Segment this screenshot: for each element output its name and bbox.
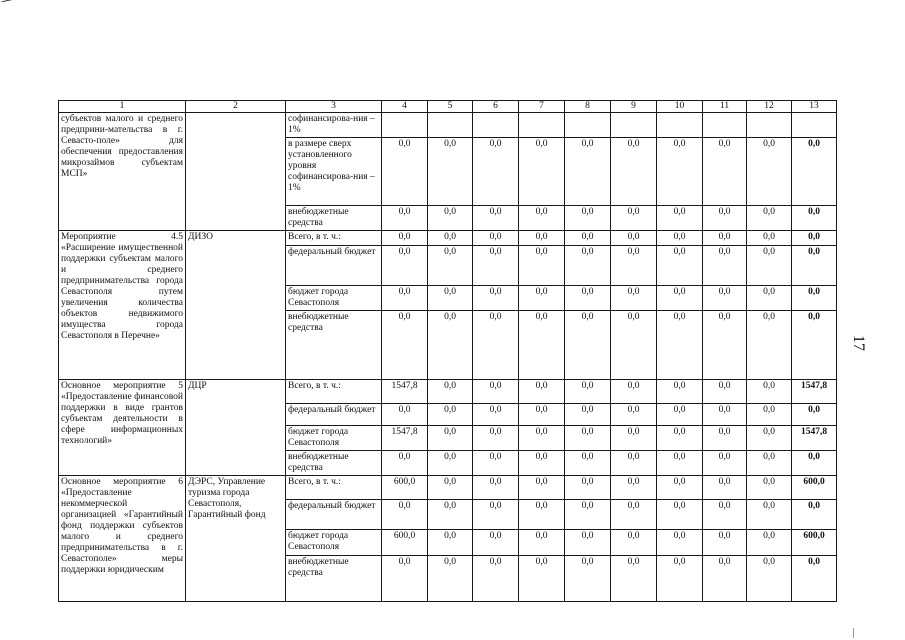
year-value-cell: 0,0 xyxy=(565,380,611,404)
year-value-cell: 0,0 xyxy=(382,231,428,246)
year-value-cell xyxy=(382,113,428,138)
year-value-cell: 0,0 xyxy=(657,404,703,426)
year-value-cell: 1547,8 xyxy=(382,380,428,404)
total-value-cell: 0,0 xyxy=(792,404,837,426)
year-value-cell: 0,0 xyxy=(611,206,657,231)
year-value-cell: 0,0 xyxy=(473,231,519,246)
year-value-cell: 0,0 xyxy=(519,286,565,311)
table-header xyxy=(59,101,837,113)
total-value-cell: 1547,8 xyxy=(792,426,837,451)
funding-source-cell: внебюджетные средства xyxy=(286,206,382,231)
year-value-cell: 0,0 xyxy=(565,476,611,500)
year-value-cell: 0,0 xyxy=(428,231,473,246)
year-value-cell: 0,0 xyxy=(657,451,703,476)
year-value-cell: 0,0 xyxy=(565,206,611,231)
executor-cell: ДЭРС, Управление туризма города Севастополя, Гарантийный фонд xyxy=(186,476,286,602)
year-value-cell: 0,0 xyxy=(565,556,611,602)
year-value-cell: 0,0 xyxy=(519,246,565,286)
funding-source-cell: внебюджетные средства xyxy=(286,556,382,602)
column-header-3: 3 xyxy=(286,101,382,113)
table-body xyxy=(59,113,837,602)
funding-source-cell: бюджет города Севастополя xyxy=(286,530,382,556)
column-header-2: 2 xyxy=(186,101,286,113)
year-value-cell: 0,0 xyxy=(703,286,747,311)
column-header-11: 11 xyxy=(703,101,747,113)
year-value-cell: 0,0 xyxy=(747,246,792,286)
activity-name-cell: Мероприятие 4.5 «Расширение имущественной поддержки субъектам малого и среднего предпринимательства города Севастополя путем увеличения количества объектов недвижимого имущества города Севастополя в Перечне» xyxy=(59,231,186,380)
year-value-cell: 0,0 xyxy=(382,246,428,286)
year-value-cell: 1547,8 xyxy=(382,426,428,451)
year-value-cell: 600,0 xyxy=(382,476,428,500)
scan-edge-mark xyxy=(853,628,854,638)
year-value-cell: 0,0 xyxy=(382,556,428,602)
year-value-cell: 0,0 xyxy=(657,476,703,500)
year-value-cell: 0,0 xyxy=(565,246,611,286)
scan-corner-mark xyxy=(1,0,14,8)
year-value-cell: 0,0 xyxy=(703,530,747,556)
year-value-cell: 0,0 xyxy=(382,451,428,476)
year-value-cell: 0,0 xyxy=(703,451,747,476)
table-row xyxy=(59,113,837,138)
total-value-cell: 0,0 xyxy=(792,311,837,380)
year-value-cell: 0,0 xyxy=(565,426,611,451)
year-value-cell: 0,0 xyxy=(611,138,657,206)
column-header-12: 12 xyxy=(747,101,792,113)
year-value-cell: 0,0 xyxy=(747,138,792,206)
year-value-cell xyxy=(473,113,519,138)
year-value-cell: 0,0 xyxy=(747,476,792,500)
funding-source-cell: федеральный бюджет xyxy=(286,404,382,426)
column-header-13: 13 xyxy=(792,101,837,113)
year-value-cell: 0,0 xyxy=(473,556,519,602)
year-value-cell: 0,0 xyxy=(382,138,428,206)
year-value-cell: 0,0 xyxy=(703,500,747,530)
column-header-4: 4 xyxy=(382,101,428,113)
year-value-cell: 0,0 xyxy=(428,404,473,426)
year-value-cell: 0,0 xyxy=(611,246,657,286)
year-value-cell: 0,0 xyxy=(428,311,473,380)
year-value-cell: 0,0 xyxy=(565,286,611,311)
year-value-cell: 0,0 xyxy=(473,286,519,311)
year-value-cell: 0,0 xyxy=(657,500,703,530)
column-header-1: 1 xyxy=(59,101,186,113)
year-value-cell: 0,0 xyxy=(519,426,565,451)
activity-name-cell: Основное мероприятие 5 «Предоставление финансовой поддержки в виде грантов субъектам деятельности в сфере информационных технологий» xyxy=(59,380,186,476)
year-value-cell: 0,0 xyxy=(703,426,747,451)
year-value-cell: 0,0 xyxy=(519,231,565,246)
year-value-cell: 0,0 xyxy=(611,476,657,500)
year-value-cell: 0,0 xyxy=(703,206,747,231)
year-value-cell: 0,0 xyxy=(657,311,703,380)
year-value-cell: 0,0 xyxy=(703,311,747,380)
year-value-cell: 0,0 xyxy=(611,451,657,476)
year-value-cell: 0,0 xyxy=(473,138,519,206)
year-value-cell: 0,0 xyxy=(382,311,428,380)
total-value-cell: 1547,8 xyxy=(792,380,837,404)
funding-source-cell: Всего, в т. ч.: xyxy=(286,231,382,246)
year-value-cell: 0,0 xyxy=(747,404,792,426)
year-value-cell: 0,0 xyxy=(565,451,611,476)
total-value-cell: 0,0 xyxy=(792,286,837,311)
year-value-cell: 0,0 xyxy=(473,530,519,556)
year-value-cell: 0,0 xyxy=(428,380,473,404)
year-value-cell: 0,0 xyxy=(747,231,792,246)
year-value-cell: 0,0 xyxy=(382,206,428,231)
total-value-cell: 600,0 xyxy=(792,476,837,500)
total-value-cell: 0,0 xyxy=(792,556,837,602)
year-value-cell: 0,0 xyxy=(657,286,703,311)
total-value-cell: 0,0 xyxy=(792,231,837,246)
year-value-cell: 0,0 xyxy=(519,500,565,530)
year-value-cell xyxy=(703,113,747,138)
year-value-cell: 0,0 xyxy=(382,286,428,311)
year-value-cell: 0,0 xyxy=(611,231,657,246)
table-row xyxy=(59,380,837,404)
year-value-cell: 0,0 xyxy=(428,530,473,556)
year-value-cell: 0,0 xyxy=(747,451,792,476)
year-value-cell: 0,0 xyxy=(657,138,703,206)
year-value-cell: 0,0 xyxy=(565,311,611,380)
year-value-cell: 0,0 xyxy=(473,206,519,231)
year-value-cell: 0,0 xyxy=(428,426,473,451)
year-value-cell: 0,0 xyxy=(565,530,611,556)
year-value-cell: 0,0 xyxy=(473,426,519,451)
year-value-cell: 0,0 xyxy=(565,500,611,530)
column-header-8: 8 xyxy=(565,101,611,113)
total-value-cell: 0,0 xyxy=(792,138,837,206)
year-value-cell: 0,0 xyxy=(703,138,747,206)
year-value-cell: 0,0 xyxy=(657,246,703,286)
year-value-cell: 0,0 xyxy=(473,404,519,426)
year-value-cell: 0,0 xyxy=(657,206,703,231)
year-value-cell: 0,0 xyxy=(473,476,519,500)
year-value-cell: 0,0 xyxy=(428,500,473,530)
year-value-cell: 0,0 xyxy=(703,556,747,602)
year-value-cell: 0,0 xyxy=(519,404,565,426)
year-value-cell: 0,0 xyxy=(382,500,428,530)
page-number: 17 xyxy=(850,335,867,351)
column-header-5: 5 xyxy=(428,101,473,113)
column-header-7: 7 xyxy=(519,101,565,113)
year-value-cell: 0,0 xyxy=(382,404,428,426)
funding-source-cell: в размере сверх установленного уровня софинансирова-ния – 1% xyxy=(286,138,382,206)
year-value-cell: 0,0 xyxy=(747,556,792,602)
year-value-cell: 0,0 xyxy=(747,530,792,556)
year-value-cell xyxy=(565,113,611,138)
year-value-cell: 0,0 xyxy=(473,311,519,380)
total-value-cell: 0,0 xyxy=(792,451,837,476)
table-row xyxy=(59,476,837,500)
funding-source-cell: внебюджетные средства xyxy=(286,451,382,476)
funding-source-cell: бюджет города Севастополя xyxy=(286,286,382,311)
column-header-10: 10 xyxy=(657,101,703,113)
total-value-cell xyxy=(792,113,837,138)
year-value-cell xyxy=(657,113,703,138)
year-value-cell: 0,0 xyxy=(428,138,473,206)
year-value-cell: 0,0 xyxy=(519,556,565,602)
year-value-cell: 0,0 xyxy=(565,231,611,246)
executor-cell xyxy=(186,113,286,231)
year-value-cell: 0,0 xyxy=(428,451,473,476)
year-value-cell: 0,0 xyxy=(657,380,703,404)
year-value-cell xyxy=(611,113,657,138)
funding-source-cell: федеральный бюджет xyxy=(286,246,382,286)
year-value-cell: 0,0 xyxy=(565,138,611,206)
year-value-cell: 600,0 xyxy=(382,530,428,556)
funding-source-cell: бюджет города Севастополя xyxy=(286,426,382,451)
year-value-cell: 0,0 xyxy=(703,404,747,426)
year-value-cell: 0,0 xyxy=(519,138,565,206)
header-row xyxy=(59,101,837,113)
year-value-cell: 0,0 xyxy=(703,476,747,500)
funding-source-cell: софинансирова-ния – 1% xyxy=(286,113,382,138)
column-header-6: 6 xyxy=(473,101,519,113)
total-value-cell: 0,0 xyxy=(792,206,837,231)
year-value-cell: 0,0 xyxy=(611,556,657,602)
year-value-cell: 0,0 xyxy=(519,451,565,476)
year-value-cell: 0,0 xyxy=(519,530,565,556)
year-value-cell xyxy=(747,113,792,138)
year-value-cell: 0,0 xyxy=(611,311,657,380)
budget-table xyxy=(58,100,837,602)
year-value-cell xyxy=(428,113,473,138)
year-value-cell: 0,0 xyxy=(565,404,611,426)
year-value-cell: 0,0 xyxy=(473,500,519,530)
year-value-cell: 0,0 xyxy=(428,286,473,311)
year-value-cell: 0,0 xyxy=(747,426,792,451)
year-value-cell: 0,0 xyxy=(428,476,473,500)
table-row xyxy=(59,231,837,246)
year-value-cell: 0,0 xyxy=(747,380,792,404)
funding-source-cell: Всего, в т. ч.: xyxy=(286,380,382,404)
year-value-cell: 0,0 xyxy=(611,286,657,311)
year-value-cell: 0,0 xyxy=(611,380,657,404)
year-value-cell: 0,0 xyxy=(747,286,792,311)
activity-name-cell: Основное мероприятие 6 «Предоставление некоммерческой организацией «Гарантийный фонд поддержки субъектов малого и среднего предпринимательства в г. Севастополе» меры поддержки юридическим xyxy=(59,476,186,602)
year-value-cell: 0,0 xyxy=(519,476,565,500)
year-value-cell: 0,0 xyxy=(473,380,519,404)
activity-name-cell: субъектов малого и среднего предприни-мательства в г. Севасто-поле» для обеспечения предоставления микрозаймов субъектам МСП» xyxy=(59,113,186,231)
funding-source-cell: Всего, в т. ч.: xyxy=(286,476,382,500)
year-value-cell: 0,0 xyxy=(611,404,657,426)
year-value-cell: 0,0 xyxy=(519,311,565,380)
year-value-cell: 0,0 xyxy=(703,231,747,246)
total-value-cell: 0,0 xyxy=(792,246,837,286)
executor-cell: ДИЗО xyxy=(186,231,286,380)
year-value-cell: 0,0 xyxy=(428,206,473,231)
year-value-cell: 0,0 xyxy=(747,500,792,530)
column-header-9: 9 xyxy=(611,101,657,113)
year-value-cell: 0,0 xyxy=(519,380,565,404)
year-value-cell: 0,0 xyxy=(611,426,657,451)
year-value-cell: 0,0 xyxy=(703,380,747,404)
year-value-cell: 0,0 xyxy=(428,556,473,602)
year-value-cell: 0,0 xyxy=(657,231,703,246)
year-value-cell: 0,0 xyxy=(428,246,473,286)
funding-source-cell: внебюджетные средства xyxy=(286,311,382,380)
year-value-cell: 0,0 xyxy=(747,206,792,231)
year-value-cell xyxy=(519,113,565,138)
year-value-cell: 0,0 xyxy=(519,206,565,231)
year-value-cell: 0,0 xyxy=(657,426,703,451)
year-value-cell: 0,0 xyxy=(657,530,703,556)
year-value-cell: 0,0 xyxy=(747,311,792,380)
year-value-cell: 0,0 xyxy=(611,530,657,556)
year-value-cell: 0,0 xyxy=(473,246,519,286)
year-value-cell: 0,0 xyxy=(703,246,747,286)
year-value-cell: 0,0 xyxy=(473,451,519,476)
funding-source-cell: федеральный бюджет xyxy=(286,500,382,530)
year-value-cell: 0,0 xyxy=(611,500,657,530)
total-value-cell: 600,0 xyxy=(792,530,837,556)
year-value-cell: 0,0 xyxy=(657,556,703,602)
executor-cell: ДЦР xyxy=(186,380,286,476)
total-value-cell: 0,0 xyxy=(792,500,837,530)
